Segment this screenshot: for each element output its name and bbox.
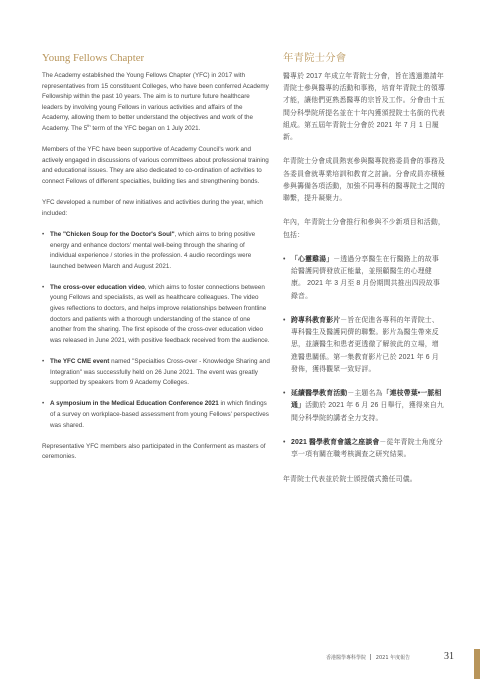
members-paragraph-en: Members of the YFC have been supportive of Academy Council's work and actively engaged in discussions of various committees about professional training and educational issues. They are also dedicated to co-ordination of activities to connect Fellows of different specialties, building ties and strengthening bonds. bbox=[42, 146, 269, 185]
intro-paragraph-en bbox=[42, 71, 270, 135]
initiatives-list-en bbox=[42, 230, 270, 431]
page-title-en: Young Fellows Chapter bbox=[42, 52, 145, 64]
footer-organization: 香港醫學專科學院 bbox=[326, 655, 367, 661]
list-item bbox=[42, 399, 270, 431]
item-heading: 「心靈雞湯」 bbox=[291, 256, 334, 263]
item-text: named "Specialties Cross-over - Knowledge Sharing and Integration" was successfully held on 26 June 2021. The event was greatly supported by speakers from 9 Academy Colleges. bbox=[50, 358, 270, 387]
item-text: －旨在促進各專科的年青院士、專科醫生及醫護同儕的聯繫。影片為醫生帶來反思，並讓醫生和患者更透徹了解彼此的立場，增進醫患關係。第一集教育影片已於 2021 年 6 月發佈，獲得觀眾一致好評。 bbox=[291, 317, 439, 373]
initiatives-list-zh bbox=[283, 254, 445, 461]
item-text-mid: －主題名為 bbox=[347, 390, 383, 398]
chinese-column bbox=[283, 52, 445, 486]
footer-divider bbox=[370, 654, 371, 660]
closing-paragraph-en: Representative YFC members also participated in the Conferment as masters of ceremonies. bbox=[42, 442, 266, 461]
page-footer bbox=[326, 651, 466, 662]
footer-report-title: 2021 年度報告 bbox=[375, 655, 411, 661]
closing-paragraph-zh: 年青院士代表並於院士頒授儀式擔任司儀。 bbox=[283, 475, 417, 483]
initiatives-intro-en: YFC developed a number of new initiatives and activities during the year, which included: bbox=[42, 199, 263, 217]
intro-paragraph-zh: 醫專於 2017 年成立年青院士分會，旨在透過邀請年青院士參與醫專的活動和事務，培育年青院士的領導才能，讓他們更熟悉醫專的宗旨及工作。分會由十五間分科學院所提名並在十年內獲頒授院士名銜的代表組成。第五屆年青院士分會於 2021 年 7 月 1 日履新。 bbox=[283, 73, 445, 142]
item-text: 活動於 2021 年 6 月 26 日舉行，獲得來自九間分科學院的講者全力支持。 bbox=[291, 402, 444, 422]
corner-accent-bar bbox=[474, 649, 480, 679]
intro-text-end-en: term of the YFC began on 1 July 2021. bbox=[90, 124, 201, 132]
list-item bbox=[283, 437, 445, 461]
list-item bbox=[42, 283, 270, 347]
item-text: －透過分享醫生在行醫路上的故事給醫護同儕發放正能量，並照顧醫生的心理健康。 2021 年 3 月至 8 月份期間共推出四段故事錄音。 bbox=[291, 256, 440, 300]
list-item bbox=[283, 254, 445, 303]
list-item bbox=[283, 315, 445, 376]
intro-text-en: The Academy established the Young Fellows Chapter (YFC) in 2017 with representatives from 15 constituent Colleges, who have been conferred Academy Fellowship within the past 10 years. The aim is to nurture future healthcare leaders by involving young Fellows in various activities and affairs of the Academy, allowing them to better understand the objectives and work of the Academy. The 5 bbox=[42, 72, 269, 132]
list-item bbox=[42, 230, 270, 272]
event-theme: 「連枝帶葉•一脈相通」 bbox=[291, 390, 442, 410]
item-heading: 2021 醫學教育會議之座談會 bbox=[291, 439, 380, 446]
item-heading: A symposium in the Medical Education Conference 2021 bbox=[50, 400, 219, 408]
item-text: , which aims to bring positive energy and enhance doctors' mental well-being through the sharing of individual experience / stories in the profession. 4 audio recordings were launched between March and August 2021. bbox=[50, 230, 256, 270]
list-item bbox=[42, 357, 270, 389]
ordinal-suffix: th bbox=[87, 122, 91, 128]
english-column bbox=[42, 52, 270, 463]
item-text: in which findings of a survey on workplace-based assessment from young Fellows' perspectives was shared. bbox=[50, 400, 269, 429]
item-heading: The cross-over education video bbox=[50, 283, 145, 291]
initiatives-intro-zh: 年內，年青院士分會推行和參與不少新項目和活動，包括： bbox=[283, 219, 445, 239]
item-heading: 延續醫學教育活動 bbox=[291, 390, 348, 398]
item-heading: 跨專科教育影片 bbox=[291, 317, 341, 324]
item-heading: The "Chicken Soup for the Doctor's Soul" bbox=[50, 230, 175, 238]
item-text: －從年青院士角度分享一項有關在職考核調查之研究結果。 bbox=[291, 439, 443, 459]
page-number: 31 bbox=[444, 651, 454, 662]
item-text: , which aims to foster connections between young Fellows and specialists, as well as healthcare colleagues. The video gives reflections to doctors, and helps improve relationships between frontline doctors and patients with a thorough understanding of the stance of one another from the sharing. The first episode of the cross-over education video was released in June 2021, with positive feedback received from the audience. bbox=[50, 283, 270, 344]
members-paragraph-zh: 年青院士分會成員熱衷參與醫專院務委員會的事務及各委員會就專業培訓和教育之討論。分會成員亦積極參與籌備各項活動，加強不同專科的醫專院士之間的聯繫，提升凝聚力。 bbox=[283, 158, 445, 203]
page-title-zh: 年青院士分會 bbox=[283, 52, 347, 64]
item-heading: The YFC CME event bbox=[50, 358, 110, 366]
list-item bbox=[283, 388, 445, 425]
